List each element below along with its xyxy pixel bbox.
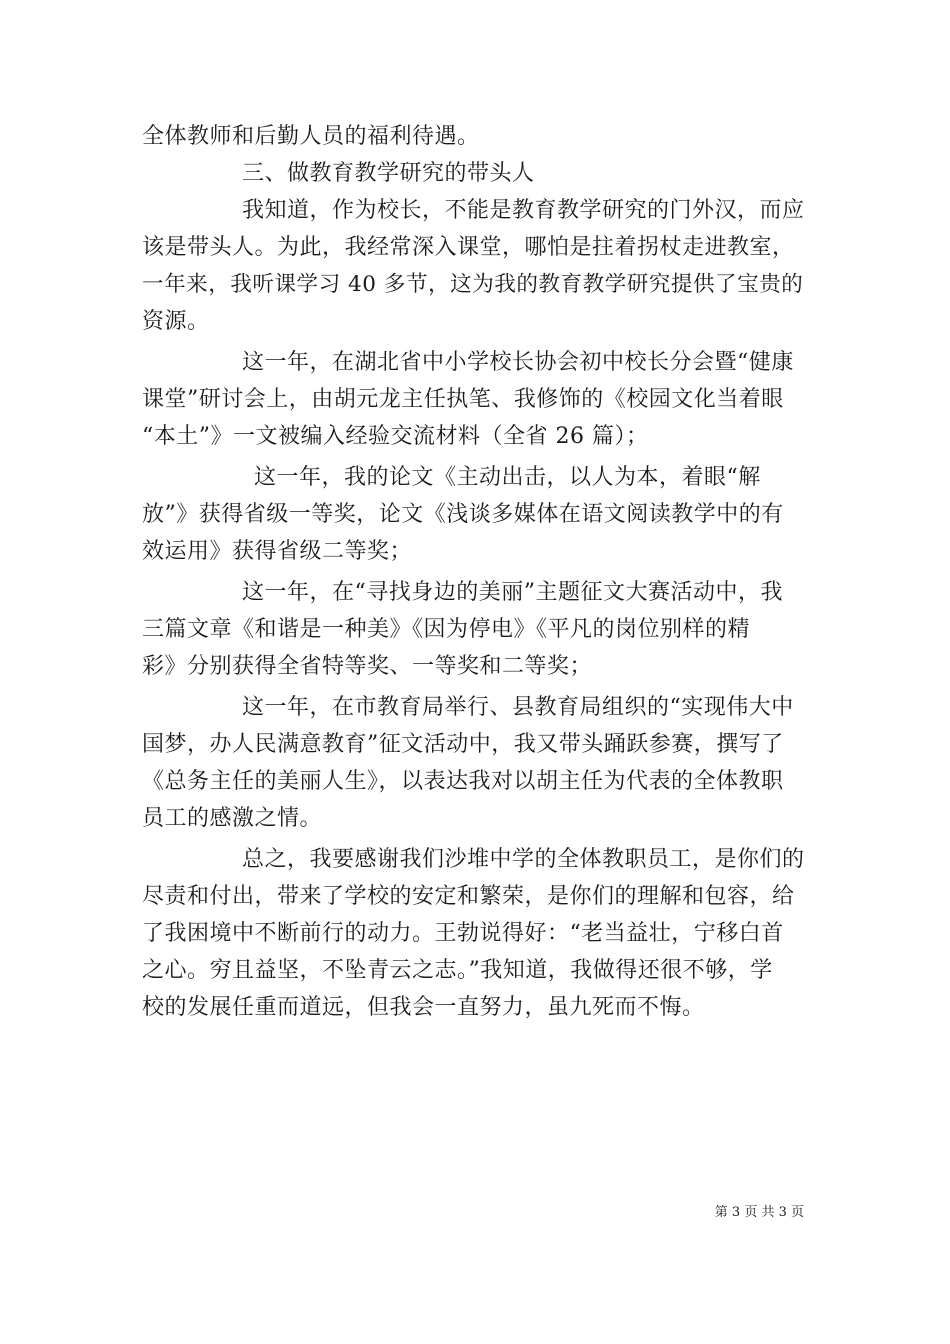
page-number: 第 3 页 共 3 页: [714, 1205, 804, 1220]
text-line: 国梦，办人民满意教育”征文活动中，我又带头踊跃参赛，撰写了: [142, 732, 784, 757]
text-line: “本土”》一文被编入经验交流材料（全省 26 篇）；: [142, 424, 649, 449]
text-line: 员工的感激之情。: [142, 806, 323, 831]
text-line: 效运用》获得省级二等奖；: [142, 539, 413, 564]
text-line: 该是带头人。为此，我经常深入课堂，哪怕是拄着拐杖走进教室，: [142, 235, 795, 260]
text-line: 这一年，在湖北省中小学校长协会初中校长分会暨“健康: [242, 350, 794, 375]
text-line: 总之，我要感谢我们沙堆中学的全体教职员工，是你们的: [242, 847, 805, 872]
text-line: 资源。: [142, 309, 210, 334]
text-line: 课堂”研讨会上，由胡元龙主任执笔、我修饰的《校园文化当着眼: [142, 387, 784, 412]
text-line: 了我困境中不断前行的动力。王勃说得好：“老当益壮，宁移白首: [142, 921, 784, 946]
text-line: 校的发展任重而道远，但我会一直努力，虽九死而不悔。: [142, 995, 705, 1020]
text-line: 《总务主任的美丽人生》，以表达我对以胡主任为代表的全体教职: [142, 769, 784, 794]
text-line: 放”》获得省级一等奖，论文《浅谈多媒体在语文阅读教学中的有: [142, 502, 784, 527]
text-line: 尽责和付出，带来了学校的安定和繁荣，是你们的理解和包容，给: [142, 884, 795, 909]
text-line: 一年来，我听课学习 40 多节，这为我的教育教学研究提供了宝贵的: [142, 272, 804, 297]
section-heading: 三、做教育教学研究的带头人: [242, 161, 535, 186]
text-line: 之心。穷且益坚，不坠青云之志。”我知道，我做得还很不够，学: [142, 958, 773, 983]
document-body: [142, 118, 810, 1026]
text-line: 三篇文章《和谐是一种美》《因为停电》《平凡的岗位别样的精: [142, 617, 751, 642]
text-line: 全体教师和后勤人员的福利待遇。: [142, 124, 480, 149]
text-line: 我知道，作为校长，不能是教育教学研究的门外汉，而应: [242, 198, 805, 223]
text-line: 这一年，在市教育局举行、县教育局组织的“实现伟大中: [242, 695, 794, 720]
text-line: 这一年，我的论文《主动出击，以人为本，着眼“解: [254, 465, 761, 490]
text-line: 彩》分别获得全省特等奖、一等奖和二等奖；: [142, 654, 593, 679]
text-line: 这一年，在“寻找身边的美丽”主题征文大赛活动中，我: [242, 580, 783, 605]
